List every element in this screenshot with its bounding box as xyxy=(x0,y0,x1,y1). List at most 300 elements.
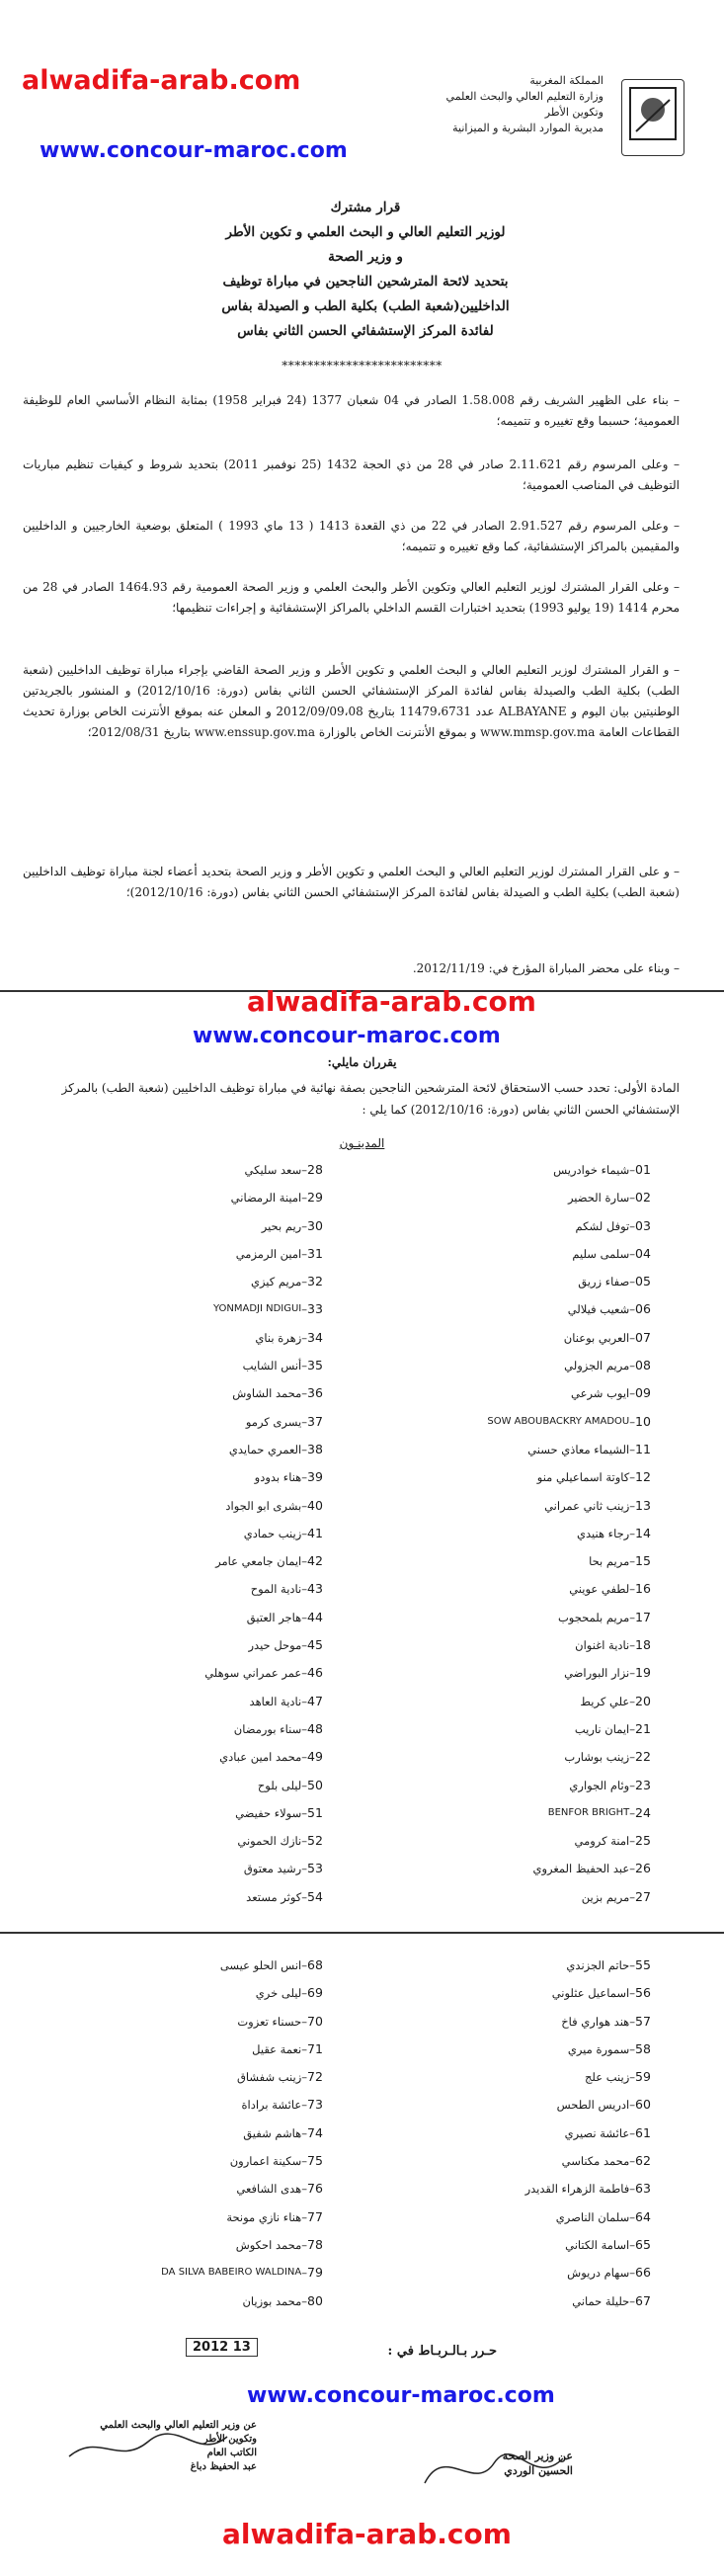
candidate-name: سناء بورمضان xyxy=(233,1721,302,1736)
candidate-number: 50 xyxy=(307,1777,323,1792)
title-line: لوزير التعليم العالي و البحث العلمي و تكوين الأطر xyxy=(225,224,506,240)
candidates-list-left-2 xyxy=(33,1952,359,2315)
dash: – xyxy=(301,1414,307,1429)
candidate-row xyxy=(361,1184,686,1211)
candidate-number: 08 xyxy=(635,1358,651,1373)
candidate-row xyxy=(33,2175,359,2202)
candidate-name: امينة الرمضاني xyxy=(230,1191,302,1205)
dash: – xyxy=(301,1582,307,1597)
dash: – xyxy=(301,1778,307,1792)
watermark-mid-blue: www.concour-maroc.com xyxy=(193,1024,501,1048)
candidate-row xyxy=(361,2175,686,2202)
dash: – xyxy=(301,1218,307,1233)
candidate-number: 53 xyxy=(307,1861,323,1876)
candidate-number: 73 xyxy=(307,2097,323,2113)
candidate-name: كاوتة اسماعيلي منو xyxy=(536,1470,630,1485)
candidate-number: 58 xyxy=(635,2040,651,2056)
dash: – xyxy=(301,1805,307,1820)
candidate-name: نازك الحموني xyxy=(237,1834,302,1849)
candidate-row xyxy=(33,1240,359,1268)
candidate-row xyxy=(361,1463,686,1491)
dash: – xyxy=(629,2266,635,2281)
candidate-row xyxy=(361,1743,686,1771)
dash: – xyxy=(629,1582,635,1597)
candidate-row xyxy=(33,2036,359,2063)
dash: – xyxy=(301,1721,307,1736)
candidates-list-left-1 xyxy=(33,1156,359,1911)
preamble-paragraph: – و القرار المشترك لوزير التعليم العالي و البحث العلمي و تكوين الأطر و وزير الصحة القاضي بإجراء مباراة توظيف الداخليين (شعبة الطب) بكلية الطب والصيدلة بفاس لفائدة المركز الإستشفائي الحسن الثاني بفاس (دورة: 2012/10/16) و المنشور بالجريدتين الوطنيتين بيان اليوم و ALBAYANE عدد 11479،6731 بتاريخ 2012/09/09،08 و المعلن عنه بموقع الأنترنت الخاص بوزارة تحديث القطاعات العامة www.mmsp.gov.ma و بموقع الأنترنت الخاص بالوزارة www.enssup.gov.ma بتاريخ 2012/08/31؛ xyxy=(23,663,681,739)
candidate-number: 39 xyxy=(307,1469,323,1485)
candidate-number: 46 xyxy=(307,1665,323,1681)
candidate-row xyxy=(33,1547,359,1575)
candidate-row xyxy=(361,2008,686,2036)
candidate-row xyxy=(361,1492,686,1520)
candidate-row xyxy=(361,1352,686,1379)
candidate-name: نزار البوراضي xyxy=(564,1666,630,1681)
candidate-row xyxy=(33,1436,359,1463)
candidate-name: مريم بحا xyxy=(589,1554,630,1569)
title-line: الداخليين(شعبة الطب) بكلية الطب و الصيدلة بفاس xyxy=(221,298,510,314)
candidate-number: 62 xyxy=(635,2153,651,2169)
dash: – xyxy=(301,2266,307,2281)
candidate-row xyxy=(361,1156,686,1184)
candidate-row xyxy=(33,1799,359,1827)
dash: – xyxy=(301,1470,307,1485)
dash: – xyxy=(301,2014,307,2029)
candidate-number: 16 xyxy=(635,1581,651,1597)
candidate-number: 37 xyxy=(307,1413,323,1429)
dash: – xyxy=(301,1554,307,1569)
candidate-row xyxy=(361,1688,686,1715)
candidate-number: 21 xyxy=(635,1720,651,1736)
candidate-row xyxy=(361,1575,686,1603)
candidate-number: 42 xyxy=(307,1553,323,1569)
dash: – xyxy=(629,1414,635,1429)
candidate-row xyxy=(361,1268,686,1295)
candidate-number: 30 xyxy=(307,1217,323,1233)
dash: – xyxy=(301,2209,307,2224)
signature-line: عن وزير الصحة xyxy=(502,2450,573,2462)
dash: – xyxy=(629,2041,635,2056)
candidate-number: 69 xyxy=(307,1985,323,2001)
dash: – xyxy=(629,1778,635,1792)
candidate-name: عمر عمراني سوهلي xyxy=(204,1666,302,1681)
candidate-row xyxy=(361,1240,686,1268)
candidate-number: 48 xyxy=(307,1720,323,1736)
dash: – xyxy=(301,1610,307,1624)
candidate-number: 60 xyxy=(635,2097,651,2113)
dash: – xyxy=(301,1498,307,1513)
dash: – xyxy=(301,1834,307,1849)
preamble-paragraph: – وعلى القرار المشترك لوزير التعليم العالي وتكوين الأطر والبحث العلمي و وزير الصحة العمومية رقم 1464.93 الصادر في 28 من محرم 1414 (19 يوليو 1993) بتحديد اختبارات القسم الداخلي بالمراكز الإستشفائية و إجراءات تنظيمها؛ xyxy=(23,580,680,615)
candidate-name: العربي بوعنان xyxy=(563,1330,630,1345)
dash: – xyxy=(629,1246,635,1261)
candidate-row xyxy=(33,1631,359,1659)
dash: – xyxy=(301,1330,307,1345)
candidate-row xyxy=(361,2036,686,2063)
candidate-number: 01 xyxy=(635,1162,651,1177)
candidate-name: ريم بحير xyxy=(261,1218,302,1233)
candidate-name: زينب ثاني عمراني xyxy=(544,1498,630,1513)
dash: – xyxy=(629,1302,635,1317)
candidate-number: 31 xyxy=(307,1245,323,1261)
dash: – xyxy=(629,1330,635,1345)
candidate-number: 56 xyxy=(635,1985,651,2001)
candidate-row xyxy=(33,1827,359,1855)
candidate-number: 61 xyxy=(635,2124,651,2140)
dash: – xyxy=(629,1834,635,1849)
candidate-name: مريم بزين xyxy=(581,1889,630,1904)
candidate-number: 33 xyxy=(307,1301,323,1317)
candidate-row xyxy=(33,1352,359,1379)
candidate-row xyxy=(361,1324,686,1352)
list-heading: المدينـون xyxy=(339,1136,385,1150)
candidate-name: سولاء حفيضي xyxy=(235,1805,302,1820)
candidate-name: هناء نازي مونحة xyxy=(226,2209,302,2224)
candidate-name: ادريس الطحس xyxy=(556,2098,630,2113)
signature-scribble-icon xyxy=(59,2427,237,2466)
candidate-row xyxy=(33,1855,359,1882)
candidate-row xyxy=(361,2259,686,2286)
signature-line: عبد الحفيظ دباغ xyxy=(190,2461,257,2472)
signature-scribble-icon xyxy=(415,2444,573,2493)
dash: – xyxy=(629,1498,635,1513)
date-stamp: 2012 13 xyxy=(186,2338,258,2357)
candidate-row xyxy=(361,1547,686,1575)
candidate-row xyxy=(33,2091,359,2119)
candidate-row xyxy=(33,2203,359,2231)
candidate-name: اسامة الكتاني xyxy=(565,2237,630,2252)
candidate-name: محمد مكناسي xyxy=(561,2154,630,2169)
candidate-number: 05 xyxy=(635,1274,651,1289)
title-line: لفائدة المركز الإستشفائي الحسن الثاني بفاس xyxy=(237,323,494,339)
candidate-row xyxy=(33,1604,359,1631)
watermark-top-blue: www.concour-maroc.com xyxy=(40,138,348,163)
candidate-name: حليلة حماني xyxy=(572,2293,630,2308)
candidate-name: نعمة عقيل xyxy=(252,2041,302,2056)
candidate-row xyxy=(361,1379,686,1407)
candidate-name: عائشة نصيري xyxy=(564,2125,630,2140)
candidate-name: ليلى بلوح xyxy=(257,1778,302,1792)
dash: – xyxy=(301,1750,307,1765)
candidate-number: 77 xyxy=(307,2208,323,2224)
candidate-number: 65 xyxy=(635,2236,651,2252)
dash: – xyxy=(301,1638,307,1653)
candidate-name: سمورة ميري xyxy=(567,2041,630,2056)
candidate-number: 09 xyxy=(635,1385,651,1401)
candidate-number: 44 xyxy=(307,1609,323,1624)
signature-line: وتكوين الأطر xyxy=(202,2434,257,2445)
candidate-name: شيماء خوادريس xyxy=(553,1163,630,1177)
candidate-name: هناء بدودو xyxy=(254,1470,302,1485)
candidate-row xyxy=(33,1688,359,1715)
dash: – xyxy=(629,2237,635,2252)
candidate-row xyxy=(33,1715,359,1743)
candidate-name: يسرى كرمو xyxy=(245,1414,302,1429)
dash: – xyxy=(629,1638,635,1653)
candidate-number: 40 xyxy=(307,1497,323,1513)
candidate-row xyxy=(33,2008,359,2036)
candidate-row xyxy=(361,2287,686,2315)
candidate-row xyxy=(361,1295,686,1323)
candidate-number: 07 xyxy=(635,1329,651,1345)
dash: – xyxy=(301,1302,307,1317)
dash: – xyxy=(301,1359,307,1373)
candidate-row xyxy=(361,2063,686,2091)
candidate-row xyxy=(361,2147,686,2175)
stars-separator: ************************* xyxy=(282,359,442,373)
candidate-name: امين الرمزمي xyxy=(235,1246,302,1261)
candidate-name: هاجر العتيق xyxy=(246,1610,302,1624)
dash: – xyxy=(629,1191,635,1205)
dash: – xyxy=(629,1958,635,1972)
dash: – xyxy=(629,1805,635,1820)
candidate-name: زينب حمادي xyxy=(243,1526,302,1540)
ministry-line: مديرية الموارد البشرية و الميزانية xyxy=(452,122,603,134)
dash: – xyxy=(629,1275,635,1289)
dash: – xyxy=(301,1275,307,1289)
dash: – xyxy=(301,2154,307,2169)
signature-line: عن وزير التعليم العالي والبحث العلمي xyxy=(100,2420,257,2431)
candidate-number: 36 xyxy=(307,1385,323,1401)
candidate-number: 24 xyxy=(635,1804,651,1820)
candidate-number: 80 xyxy=(307,2292,323,2308)
candidate-number: 55 xyxy=(635,1957,651,1972)
candidate-row xyxy=(361,1631,686,1659)
candidate-row xyxy=(33,2119,359,2147)
candidate-row xyxy=(33,1492,359,1520)
candidate-number: 14 xyxy=(635,1525,651,1540)
dash: – xyxy=(629,1666,635,1681)
dash: – xyxy=(629,2070,635,2085)
candidate-name: زينب شفشاق xyxy=(236,2070,302,2085)
candidate-name: رشيد معتوق xyxy=(243,1862,302,1876)
candidate-row xyxy=(33,1408,359,1436)
candidate-number: 45 xyxy=(307,1637,323,1653)
candidate-name: هاشم شفيق xyxy=(243,2125,302,2140)
candidate-name: كوثر مستعد xyxy=(246,1889,302,1904)
candidate-number: 22 xyxy=(635,1749,651,1765)
dash: – xyxy=(301,1163,307,1177)
dash: – xyxy=(301,2125,307,2140)
candidate-name: زينب بوشارب xyxy=(564,1750,630,1765)
dash: – xyxy=(301,2293,307,2308)
candidate-number: 19 xyxy=(635,1665,651,1681)
candidate-row xyxy=(33,2231,359,2259)
ministry-header xyxy=(406,73,603,136)
candidate-row xyxy=(33,1184,359,1211)
decision-title xyxy=(158,196,573,344)
candidate-number: 25 xyxy=(635,1833,651,1849)
candidate-name: رجاء هنيدي xyxy=(576,1526,630,1540)
title-line: بتحديد لائحة المترشحين الناجحين في مباراة توظيف xyxy=(222,274,509,290)
dash: – xyxy=(629,1721,635,1736)
watermark-bottom-red: alwadifa-arab.com xyxy=(222,2518,512,2550)
candidate-name: ايوب شرعي xyxy=(571,1386,630,1401)
decide-heading: يقرران مايلي: xyxy=(327,1055,397,1069)
ministry-logo-icon xyxy=(621,79,684,156)
candidate-number: 29 xyxy=(307,1190,323,1205)
preamble-paragraph: – وعلى المرسوم رقم 2.11.621 صادر في 28 من ذي الحجة 1432 (25 نوفمبر 2011) بتحديد شروط و كيفيات تنظيم مباريات التوظيف في المناصب العمومية؛ xyxy=(23,457,681,492)
preamble-paragraph: – بناء على الظهير الشريف رقم 1.58.008 الصادر في 04 شعبان 1377 (24 فبراير 1958) بمثابة النظام الأساسي العام للوظيفة العمومية؛ حسبما وقع تغييره و تتميمه؛ xyxy=(23,393,681,428)
dash: – xyxy=(301,1246,307,1261)
candidate-name: بشرى ابو الجواد xyxy=(225,1498,302,1513)
dash: – xyxy=(301,1191,307,1205)
dash: – xyxy=(301,1666,307,1681)
candidate-row xyxy=(33,1324,359,1352)
candidate-number: 35 xyxy=(307,1358,323,1373)
candidate-number: 49 xyxy=(307,1749,323,1765)
dash: – xyxy=(629,1554,635,1569)
candidates-list-right-2 xyxy=(361,1952,686,2315)
candidate-number: 04 xyxy=(635,1245,651,1261)
candidate-row xyxy=(33,2259,359,2286)
candidate-number: 32 xyxy=(307,1274,323,1289)
candidate-row xyxy=(361,1520,686,1547)
candidate-number: 06 xyxy=(635,1301,651,1317)
signed-at xyxy=(388,2344,497,2359)
candidate-number: 41 xyxy=(307,1525,323,1540)
dash: – xyxy=(629,1526,635,1540)
title-line: قرار مشترك xyxy=(330,200,401,215)
dash: – xyxy=(301,2041,307,2056)
signature-left xyxy=(59,2419,257,2474)
candidate-name: فاطمة الزهراء القديدر xyxy=(524,2182,630,2197)
page-divider xyxy=(0,1932,724,1934)
candidate-number: 18 xyxy=(635,1637,651,1653)
dash: – xyxy=(629,2182,635,2197)
ministry-line: المملكة المغربية xyxy=(529,74,603,87)
preamble-paragraph: – وعلى المرسوم رقم 2.91.527 الصادر في 22 من ذي القعدة 1413 ( 13 ماي 1993 ) المتعلق بوضعية الخارجيين و الداخليين والمقيمين بالمراكز الإستشفائية، كما وقع تغييره و تتميمه؛ xyxy=(23,519,681,553)
candidate-name: العمري حمايدي xyxy=(228,1442,302,1456)
candidate-name: توفل لشكم xyxy=(575,1218,630,1233)
dash: – xyxy=(629,2293,635,2308)
candidate-name: سهام دريوش xyxy=(567,2266,630,2281)
candidate-number: 66 xyxy=(635,2265,651,2281)
candidate-number: 76 xyxy=(307,2181,323,2197)
candidate-name: DA SILVA BABEIRO WALDINA xyxy=(161,2267,302,2279)
candidate-name: محمد الشاوش xyxy=(232,1386,302,1401)
candidate-number: 15 xyxy=(635,1553,651,1569)
candidate-name: نادية العاهد xyxy=(249,1694,302,1708)
candidate-number: 67 xyxy=(635,2292,651,2308)
candidate-number: 34 xyxy=(307,1329,323,1345)
candidate-name: ايمان جامعي عامر xyxy=(215,1554,302,1569)
candidate-name: محمد بوزيان xyxy=(242,2293,302,2308)
candidate-name: حسناء تعزوت xyxy=(237,2014,302,2029)
candidate-number: 51 xyxy=(307,1804,323,1820)
dash: – xyxy=(301,1442,307,1456)
dash: – xyxy=(629,1750,635,1765)
candidate-name: سعد سليكي xyxy=(244,1163,302,1177)
candidate-number: 38 xyxy=(307,1441,323,1456)
candidate-name: شعيب فيلالي xyxy=(567,1302,630,1317)
candidate-name: نادية اغنوان xyxy=(575,1638,630,1653)
candidate-row xyxy=(33,1268,359,1295)
candidate-name: سلمان الناصري xyxy=(555,2209,630,2224)
watermark-mid-red: alwadifa-arab.com xyxy=(247,985,536,1018)
candidate-row xyxy=(33,1659,359,1687)
candidate-row xyxy=(33,1295,359,1323)
candidate-name: حاتم الجزندي xyxy=(566,1958,630,1972)
candidate-number: 72 xyxy=(307,2069,323,2085)
dash: – xyxy=(301,1986,307,2001)
candidate-row xyxy=(33,1379,359,1407)
candidate-row xyxy=(361,1212,686,1240)
candidate-row xyxy=(33,1575,359,1603)
candidate-number: 79 xyxy=(307,2265,323,2281)
candidate-number: 52 xyxy=(307,1833,323,1849)
candidate-name: ايمان ناريب xyxy=(574,1721,630,1736)
title-line: و وزير الصحة xyxy=(328,249,403,265)
candidate-row xyxy=(361,1659,686,1687)
candidate-number: 13 xyxy=(635,1497,651,1513)
dash: – xyxy=(629,2209,635,2224)
candidate-row xyxy=(33,1520,359,1547)
candidate-name: وئام الجواري xyxy=(569,1778,630,1792)
dash: – xyxy=(629,1862,635,1876)
dash: – xyxy=(629,2125,635,2140)
candidate-row xyxy=(33,1156,359,1184)
candidate-name: سلمى سليم xyxy=(572,1246,630,1261)
candidate-number: 70 xyxy=(307,2013,323,2029)
candidate-name: BENFOR BRIGHT xyxy=(547,1806,630,1818)
candidate-row xyxy=(361,1436,686,1463)
candidate-row xyxy=(361,2119,686,2147)
candidate-row xyxy=(33,1979,359,2007)
candidate-row xyxy=(361,1408,686,1436)
candidate-name: عبد الحفيظ المغروي xyxy=(532,1862,630,1876)
candidate-name: نادية الموح xyxy=(250,1582,302,1597)
dash: – xyxy=(629,1694,635,1708)
dash: – xyxy=(629,1218,635,1233)
candidate-number: 75 xyxy=(307,2153,323,2169)
watermark-top-red: alwadifa-arab.com xyxy=(22,65,301,96)
candidate-number: 20 xyxy=(635,1693,651,1708)
candidate-name: زهرة بناي xyxy=(255,1330,302,1345)
dash: – xyxy=(301,2098,307,2113)
candidate-number: 54 xyxy=(307,1888,323,1904)
dash: – xyxy=(629,1986,635,2001)
candidate-number: 27 xyxy=(635,1888,651,1904)
dash: – xyxy=(301,2182,307,2197)
candidate-name: علي كريط xyxy=(580,1694,630,1708)
candidate-name: انس الحلو عيسى xyxy=(219,1958,302,1972)
candidate-row xyxy=(361,1772,686,1799)
candidate-number: 47 xyxy=(307,1693,323,1708)
candidate-row xyxy=(361,1604,686,1631)
candidate-name: مريم كيزي xyxy=(250,1275,302,1289)
candidate-name: محمد احكوش xyxy=(235,2237,302,2252)
candidate-number: 71 xyxy=(307,2040,323,2056)
candidate-name: أنس الشايب xyxy=(242,1359,302,1373)
candidate-number: 57 xyxy=(635,2013,651,2029)
candidate-row xyxy=(361,1952,686,1979)
dash: – xyxy=(629,1359,635,1373)
candidate-row xyxy=(33,1212,359,1240)
candidate-row xyxy=(33,2147,359,2175)
dash: – xyxy=(301,1889,307,1904)
dash: – xyxy=(301,1526,307,1540)
candidate-number: 17 xyxy=(635,1609,651,1624)
dash: – xyxy=(629,2154,635,2169)
candidate-number: 78 xyxy=(307,2236,323,2252)
candidate-number: 68 xyxy=(307,1957,323,1972)
candidate-number: 02 xyxy=(635,1190,651,1205)
candidate-name: سارة الحضير xyxy=(567,1191,630,1205)
candidate-name: مريم بلمحجوب xyxy=(557,1610,630,1624)
dash: – xyxy=(301,1862,307,1876)
